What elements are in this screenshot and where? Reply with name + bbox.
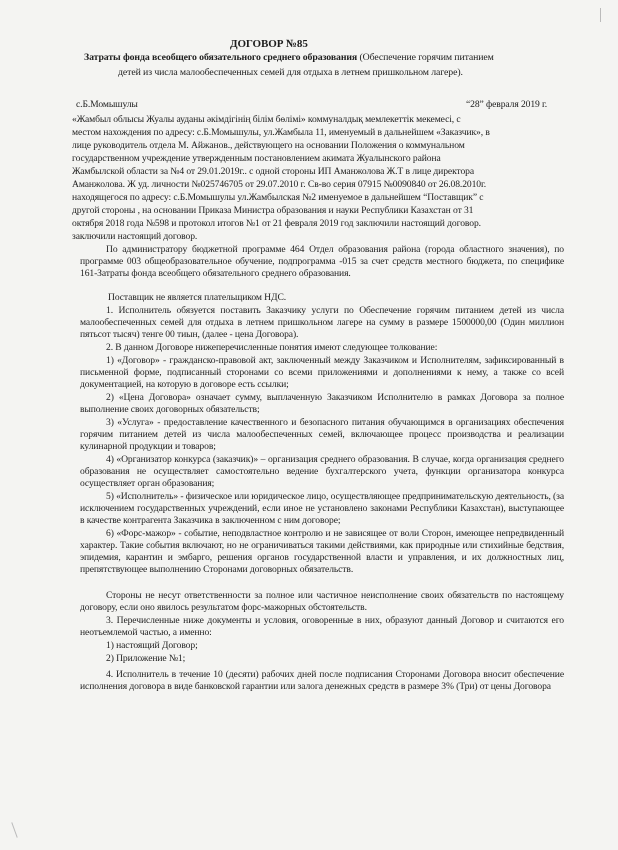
definition-4: 4) «Организатор конкурса (заказчик)» – организация среднего образования. В случае, когда организация среднего образования не осуществляет самостоятельно ведение бухгалтерского учета, функции организатора конкурса осуществляет орган образования;	[80, 454, 564, 489]
force-majeure-paragraph: Стороны не несут ответственности за полное или частичное неисполнение своих обязательств по настоящему договору, если оно явилось результатом форс-мажорных обстоятельств.	[80, 590, 564, 613]
intro-line: другой стороны , на основании Приказа Министра образования и науки Республики Казахстан от 31	[72, 205, 474, 216]
clause-3: 3. Перечисленные ниже документы и условия, оговоренные в них, образуют данный Договор и считаются его неотъемлемой частью, а именно:	[80, 615, 564, 638]
intro-line: находящегося по адресу: с.Б.Момышулы ул.Жамбылская №2 именуемое в дальнейшем “Поставщик” с	[72, 192, 484, 203]
contract-subject-line-1	[84, 52, 494, 64]
intro-line: октября 2018 года №598 и протокол итогов №1 от 21 февраля 2019 год заключили настоящий договор.	[72, 218, 481, 229]
clause-2: 2. В данном Договоре нижеперечисленные понятия имеют следующее толкование:	[106, 342, 438, 353]
definition-6: 6) «Форс-мажор» - событие, неподвластное контролю и не зависящее от воли Сторон, имеющее непредвиденный характер. Такие события включают, но не ограничиваться такими действиями, как природные или стихийные бедствия, эпидемия, карантин и эмбарго, решения органов государственной власти и управления, и их должностных лиц, препятствующее выполнению Сторонами договорных обязательств.	[80, 528, 564, 575]
definition-1: 1) «Договор» - гражданско-правовой акт, заключенный между Заказчиком и Исполнителям, зафиксированный в письменной форме, подписанный сторонами со всеми приложениями и дополнениями к нему, а также со всей документацией, на которую в договоре есть ссылки;	[80, 355, 564, 390]
intro-line: Аманжолова. Ж уд. личности №025746705 от 29.07.2010 г. Св-во серия 07915 №0090840 от 26.08.2010г.	[72, 179, 487, 190]
contract-date: “28” февраля 2019 г.	[466, 99, 548, 110]
definition-5: 5) «Исполнитель» - физическое или юридическое лицо, осуществляющее предпринимательскую деятельность, (за исключением государственных учреждений, если иное не установлено законами Республики Казахстан), выступающее в качестве контрагента Заказчика в заключенном с ним договоре;	[80, 491, 565, 526]
contract-subject-bold: Затраты фонда всеобщего обязательного среднего образования	[84, 52, 358, 63]
intro-line: заключили настоящий договор.	[72, 231, 198, 242]
intro-line: лице руководитель отдела М. Айжанов., действующего на основании Положения о коммунальном	[72, 140, 465, 151]
vat-note: Поставщик не является плательщиком НДС.	[108, 292, 287, 303]
intro-line: «Жамбыл облысы Жуалы ауданы әкімдігінің білім бөлімі» коммуналдық мемлекеттік мекемесі, с	[72, 114, 461, 125]
contract-subject-line-2: детей из числа малообеспеченных семей для отдыха в летнем пришкольном лагере).	[118, 67, 463, 78]
contract-place: с.Б.Момышулы	[76, 99, 138, 110]
clause-3-item-2: 2) Приложение №1;	[106, 653, 186, 664]
clause-3-item-1: 1) настоящий Договор;	[106, 640, 198, 651]
contract-title: ДОГОВОР №85	[230, 38, 308, 50]
contract-subject-rest: (Обеспечение горячим питанием	[357, 52, 494, 63]
intro-line: Жамбылской области за №4 от 29.01.2019г.. с одной стороны ИП Аманжолова Ж.Т в лице директора	[72, 166, 475, 177]
clause-4: 4. Исполнитель в течение 10 (десяти) рабочих дней после подписания Сторонами Договора вносит обеспечение исполнения договора в виде банковской гарантии или залога денежных средств в размере 3% (Три) от цены Договора	[80, 669, 564, 692]
budget-paragraph: По администратору бюджетной программе 464 Отдел образования района (города областного значения), по программе 003 общеобразовательное обучение, подпрограмма -015 за счет средств местного бюджета, по специфике 161-Затраты фонда всеобщего обязательного среднего образования.	[80, 244, 564, 279]
definition-3: 3) «Услуга» - предоставление качественного и безопасного питания обучающимся в организациях обеспечения горячим питанием детей из числа малообеспеченных семей, включающее процесс производства и реализации кулинарной продукции и товаров;	[80, 417, 564, 452]
intro-line: государственном учреждение утвержденным постановлением акимата Жуалынского района	[72, 153, 441, 164]
scan-mark	[11, 822, 17, 837]
scan-mark	[600, 8, 601, 22]
intro-line: местом нахождения по адресу: с.Б.Момышулы, ул.Жамбыла 11, именуемый в дальнейшем «Заказчик», в	[72, 127, 490, 138]
definition-2: 2) «Цена Договора» означает сумму, выплаченную Заказчиком Исполнителю в рамках Договора за полное выполнение своих договорных обязательств;	[80, 392, 564, 415]
clause-1: 1. Исполнитель обязуется поставить Заказчику услуги по Обеспечение горячим питанием детей из числа малообеспеченных семей для отдыха в летнем пришкольном лагере на сумму в размере 1500000,00 (Один миллион пятьсот тысяч) тенге 00 тиын, (далее - цена Договора).	[80, 305, 564, 340]
